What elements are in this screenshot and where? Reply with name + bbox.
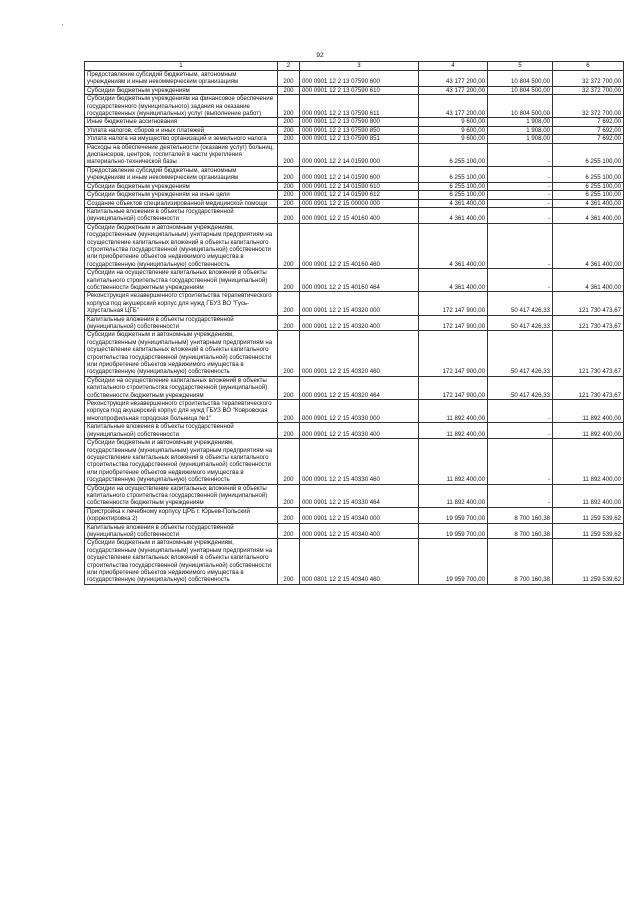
column-number: 5	[488, 62, 553, 71]
expense-name-cell: Расходы на обеспечение деятельности (оказание услуг) больниц, диспансеров, центров, госпиталей в части укрепления материально-технической базы	[85, 143, 278, 166]
approved-amount-cell: 11 892 400,00	[419, 400, 488, 423]
executed-amount-cell: -	[488, 423, 553, 439]
table-row	[85, 376, 624, 399]
table-row	[85, 423, 624, 439]
approved-amount-cell: 9 600,00	[419, 118, 488, 126]
executed-amount-cell: 8 700 160,38	[488, 523, 553, 539]
approved-amount-cell: 4 361 400,00	[419, 207, 488, 223]
budget-class-code-cell: 000 0901 12 2 15 40320 400	[300, 315, 419, 331]
admin-code-cell: 200	[278, 118, 300, 126]
admin-code-cell: 200	[278, 539, 300, 584]
executed-amount-cell: 10 804 500,00	[488, 71, 553, 87]
table-row	[85, 400, 624, 423]
budget-class-code-cell: 000 0901 12 2 14 01590 610	[300, 182, 419, 190]
admin-code-cell: 200	[278, 400, 300, 423]
table-row	[85, 86, 624, 94]
expense-name-cell: Создание объектов специализированной медицинской помощи	[85, 199, 278, 207]
table-row	[85, 315, 624, 331]
admin-code-cell: 200	[278, 207, 300, 223]
column-number-row	[85, 62, 624, 71]
budget-class-code-cell: 000 0901 12 2 14 01590 600	[300, 166, 419, 182]
expense-name-cell: Реконструкция незавершенного строительства терапевтического корпуса под акушерский корпус для нужд ГБУЗ ВО "Ковровская многопрофильная городская больница №1"	[85, 400, 278, 423]
admin-code-cell: 200	[278, 135, 300, 143]
expense-name-cell: Субсидии бюджетным учреждениям	[85, 182, 278, 190]
budget-class-code-cell: 000 0901 12 2 15 40160 464	[300, 269, 419, 292]
admin-code-cell: 200	[278, 126, 300, 134]
expense-name-cell: Субсидии бюджетным и автономным учреждениям, государственным (муниципальным) унитарным предприятиям на осуществление капитальных вложений в объекты капитального строительства государственной (муниципальной) собственности или приобретение объектов недвижимого имущества в государственную (муниципальную) собственность	[85, 539, 278, 584]
approved-amount-cell: 9 600,00	[419, 126, 488, 134]
expense-name-cell: Реконструкция незавершенного строительства терапевтического корпуса под акушерский корпус для нужд ГБУЗ ВО "Гусь-Хрустальная ЦГБ"	[85, 292, 278, 315]
expense-name-cell: Субсидии бюджетным учреждениям на финансовое обеспечение государственного (муниципального) задания на оказание государственных (муниципальных) услуг (выполнение работ)	[85, 95, 278, 118]
admin-code-cell: 200	[278, 191, 300, 199]
budget-class-code-cell: 000 0901 12 2 15 40340 000	[300, 507, 419, 523]
admin-code-cell: 200	[278, 269, 300, 292]
executed-amount-cell: 8 700 160,38	[488, 539, 553, 584]
admin-code-cell: 200	[278, 143, 300, 166]
table-row	[85, 331, 624, 376]
expense-name-cell: Субсидии бюджетным учреждениям	[85, 86, 278, 94]
expense-name-cell: Пристройка к лечебному корпусу ЦРБ г. Юрьев-Польский (корректировка 2)	[85, 507, 278, 523]
approved-amount-cell: 43 177 200,00	[419, 95, 488, 118]
expense-name-cell: Субсидии бюджетным учреждениям на иные цели	[85, 191, 278, 199]
table-row	[85, 143, 624, 166]
admin-code-cell: 200	[278, 86, 300, 94]
approved-amount-cell: 4 361 400,00	[419, 199, 488, 207]
budget-class-code-cell: 000 0901 12 2 13 07590 851	[300, 135, 419, 143]
executed-amount-cell: -	[488, 269, 553, 292]
expense-name-cell: Субсидии на осуществление капитальных вложений в объекты капитального строительства государственной (муниципальной) собственности бюджетным учреждениям	[85, 376, 278, 399]
unexecuted-amount-cell: 121 730 473,67	[553, 376, 624, 399]
budget-class-code-cell: 000 0901 12 2 15 40330 400	[300, 423, 419, 439]
unexecuted-amount-cell: 121 730 473,67	[553, 292, 624, 315]
budget-class-code-cell: 000 0901 12 2 15 40320 464	[300, 376, 419, 399]
table-row	[85, 269, 624, 292]
approved-amount-cell: 6 255 100,00	[419, 166, 488, 182]
admin-code-cell: 200	[278, 292, 300, 315]
unexecuted-amount-cell: 6 255 100,00	[553, 182, 624, 190]
budget-class-code-cell: 000 0901 12 2 13 07590 850	[300, 126, 419, 134]
expense-name-cell: Предоставление субсидий бюджетным, автономным учреждениям и иным некоммерческим организациям	[85, 166, 278, 182]
admin-code-cell: 200	[278, 223, 300, 268]
table-row	[85, 95, 624, 118]
executed-amount-cell: 1 908,00	[488, 135, 553, 143]
table-row	[85, 135, 624, 143]
budget-class-code-cell: 000 0901 12 2 15 40320 000	[300, 292, 419, 315]
admin-code-cell: 200	[278, 95, 300, 118]
expense-name-cell: Иные бюджетные ассигнования	[85, 118, 278, 126]
table-row	[85, 223, 624, 268]
approved-amount-cell: 172 147 900,00	[419, 315, 488, 331]
budget-class-code-cell: 000 0901 12 2 13 07590 611	[300, 95, 419, 118]
unexecuted-amount-cell: 4 361 400,00	[553, 269, 624, 292]
approved-amount-cell: 43 177 200,00	[419, 71, 488, 87]
executed-amount-cell: 1 908,00	[488, 126, 553, 134]
budget-class-code-cell: 000 0901 12 2 15 40320 460	[300, 331, 419, 376]
expense-name-cell: Уплата налога на имущество организаций и земельного налога	[85, 135, 278, 143]
executed-amount-cell: 50 417 426,33	[488, 315, 553, 331]
admin-code-cell: 200	[278, 182, 300, 190]
executed-amount-cell: -	[488, 207, 553, 223]
approved-amount-cell: 11 892 400,00	[419, 439, 488, 484]
unexecuted-amount-cell: 11 259 539,62	[553, 539, 624, 584]
table-row	[85, 292, 624, 315]
budget-class-code-cell: 000 0901 12 2 13 07590 800	[300, 118, 419, 126]
approved-amount-cell: 172 147 900,00	[419, 331, 488, 376]
unexecuted-amount-cell: 7 692,00	[553, 135, 624, 143]
column-number: 1	[85, 62, 278, 71]
column-number: 4	[419, 62, 488, 71]
approved-amount-cell: 19 959 700,00	[419, 507, 488, 523]
executed-amount-cell: 1 908,00	[488, 118, 553, 126]
executed-amount-cell: 10 804 500,00	[488, 86, 553, 94]
unexecuted-amount-cell: 6 255 100,00	[553, 143, 624, 166]
admin-code-cell: 200	[278, 423, 300, 439]
approved-amount-cell: 11 892 400,00	[419, 484, 488, 507]
budget-class-code-cell: 000 0901 12 2 15 40330 000	[300, 400, 419, 423]
executed-amount-cell: -	[488, 182, 553, 190]
unexecuted-amount-cell: 7 692,00	[553, 118, 624, 126]
executed-amount-cell: 8 700 160,38	[488, 507, 553, 523]
admin-code-cell: 200	[278, 484, 300, 507]
unexecuted-amount-cell: 121 730 473,67	[553, 331, 624, 376]
admin-code-cell: 200	[278, 439, 300, 484]
budget-class-code-cell: 000 0901 12 2 15 40160 460	[300, 223, 419, 268]
budget-table-body	[85, 62, 624, 585]
unexecuted-amount-cell: 11 259 539,62	[553, 523, 624, 539]
budget-class-code-cell: 000 0901 12 2 15 40340 400	[300, 523, 419, 539]
budget-class-code-cell: 000 0901 12 2 13 07590 610	[300, 86, 419, 94]
scan-mark: '	[62, 24, 64, 31]
executed-amount-cell: -	[488, 191, 553, 199]
unexecuted-amount-cell: 32 372 700,00	[553, 95, 624, 118]
table-row	[85, 507, 624, 523]
unexecuted-amount-cell: 32 372 700,00	[553, 71, 624, 87]
admin-code-cell: 200	[278, 315, 300, 331]
expense-name-cell: Капитальные вложения в объекты государственной (муниципальной) собственности	[85, 523, 278, 539]
column-number: 2	[278, 62, 300, 71]
table-row	[85, 199, 624, 207]
unexecuted-amount-cell: 4 361 400,00	[553, 223, 624, 268]
admin-code-cell: 200	[278, 523, 300, 539]
expense-name-cell: Субсидии бюджетным и автономным учреждениям, государственным (муниципальным) унитарным предприятиям на осуществление капитальных вложений в объекты капитального строительства государственной (муниципальной) собственности или приобретение объектов недвижимого имущества в государственную (муниципальную) собственность	[85, 223, 278, 268]
column-number: 6	[553, 62, 624, 71]
unexecuted-amount-cell: 4 361 400,00	[553, 199, 624, 207]
budget-class-code-cell: 000 0901 12 2 14 01590 000	[300, 143, 419, 166]
approved-amount-cell: 11 892 400,00	[419, 423, 488, 439]
executed-amount-cell: -	[488, 223, 553, 268]
approved-amount-cell: 6 255 100,00	[419, 182, 488, 190]
table-row	[85, 439, 624, 484]
expense-name-cell: Субсидии на осуществление капитальных вложений в объекты капитального строительства государственной (муниципальной) собственности бюджетным учреждениям	[85, 269, 278, 292]
unexecuted-amount-cell: 6 255 100,00	[553, 191, 624, 199]
expense-name-cell: Уплата налогов, сборов и иных платежей	[85, 126, 278, 134]
expense-name-cell: Субсидии бюджетным и автономным учреждениям, государственным (муниципальным) унитарным предприятиям на осуществление капитальных вложений в объекты капитального строительства государственной (муниципальной) собственности или приобретение объектов недвижимого имущества в государственную (муниципальную) собственность	[85, 331, 278, 376]
executed-amount-cell: -	[488, 439, 553, 484]
unexecuted-amount-cell: 7 692,00	[553, 126, 624, 134]
admin-code-cell: 200	[278, 376, 300, 399]
column-number: 3	[300, 62, 419, 71]
executed-amount-cell: 50 417 426,33	[488, 331, 553, 376]
approved-amount-cell: 6 255 100,00	[419, 143, 488, 166]
budget-class-code-cell: 000 0801 12 2 15 40340 460	[300, 539, 419, 584]
budget-class-code-cell: 000 0901 12 2 15 40330 464	[300, 484, 419, 507]
budget-class-code-cell: 000 0901 12 2 13 07590 600	[300, 71, 419, 87]
budget-class-code-cell: 000 0901 12 2 15 40330 460	[300, 439, 419, 484]
approved-amount-cell: 6 255 100,00	[419, 191, 488, 199]
executed-amount-cell: -	[488, 143, 553, 166]
admin-code-cell: 200	[278, 507, 300, 523]
approved-amount-cell: 4 361 400,00	[419, 223, 488, 268]
table-row	[85, 71, 624, 87]
executed-amount-cell: 50 417 426,33	[488, 292, 553, 315]
budget-table	[84, 61, 624, 585]
table-row	[85, 118, 624, 126]
expense-name-cell: Капитальные вложения в объекты государственной (муниципальной) собственности	[85, 315, 278, 331]
unexecuted-amount-cell: 11 892 400,00	[553, 484, 624, 507]
approved-amount-cell: 19 959 700,00	[419, 539, 488, 584]
expense-name-cell: Субсидии бюджетным и автономным учреждениям, государственным (муниципальным) унитарным предприятиям на осуществление капитальных вложений в объекты капитального строительства государственной (муниципальной) собственности или приобретение объектов недвижимого имущества в государственную (муниципальную) собственность	[85, 439, 278, 484]
unexecuted-amount-cell: 11 892 400,00	[553, 400, 624, 423]
unexecuted-amount-cell: 6 255 100,00	[553, 166, 624, 182]
unexecuted-amount-cell: 11 892 400,00	[553, 439, 624, 484]
expense-name-cell: Капитальные вложения в объекты государственной (муниципальной) собственности	[85, 207, 278, 223]
expense-name-cell: Капитальные вложения в объекты государственной (муниципальной) собственности	[85, 423, 278, 439]
executed-amount-cell: -	[488, 199, 553, 207]
unexecuted-amount-cell: 121 730 473,67	[553, 315, 624, 331]
admin-code-cell: 200	[278, 71, 300, 87]
executed-amount-cell: 10 804 500,00	[488, 95, 553, 118]
executed-amount-cell: -	[488, 484, 553, 507]
table-row	[85, 166, 624, 182]
table-row	[85, 126, 624, 134]
unexecuted-amount-cell: 11 892 400,00	[553, 423, 624, 439]
approved-amount-cell: 172 147 900,00	[419, 292, 488, 315]
table-row	[85, 539, 624, 584]
budget-class-code-cell: 000 0901 12 2 15 00000 000	[300, 199, 419, 207]
unexecuted-amount-cell: 11 259 539,62	[553, 507, 624, 523]
table-row	[85, 484, 624, 507]
executed-amount-cell: 50 417 426,33	[488, 376, 553, 399]
expense-name-cell: Субсидии на осуществление капитальных вложений в объекты капитального строительства государственной (муниципальной) собственности бюджетным учреждениям	[85, 484, 278, 507]
admin-code-cell: 200	[278, 166, 300, 182]
unexecuted-amount-cell: 32 372 700,00	[553, 86, 624, 94]
page-number: 92	[316, 52, 324, 59]
admin-code-cell: 200	[278, 331, 300, 376]
budget-class-code-cell: 000 0901 12 2 14 01590 612	[300, 191, 419, 199]
expense-name-cell: Предоставление субсидий бюджетным, автономным учреждениям и иным некоммерческим организациям	[85, 71, 278, 87]
executed-amount-cell: -	[488, 400, 553, 423]
approved-amount-cell: 172 147 900,00	[419, 376, 488, 399]
approved-amount-cell: 43 177 200,00	[419, 86, 488, 94]
approved-amount-cell: 4 361 400,00	[419, 269, 488, 292]
approved-amount-cell: 9 600,00	[419, 135, 488, 143]
approved-amount-cell: 19 959 700,00	[419, 523, 488, 539]
budget-class-code-cell: 000 0901 12 2 15 40160 400	[300, 207, 419, 223]
admin-code-cell: 200	[278, 199, 300, 207]
executed-amount-cell: -	[488, 166, 553, 182]
unexecuted-amount-cell: 4 361 400,00	[553, 207, 624, 223]
table-row	[85, 207, 624, 223]
table-row	[85, 182, 624, 190]
table-row	[85, 191, 624, 199]
table-row	[85, 523, 624, 539]
